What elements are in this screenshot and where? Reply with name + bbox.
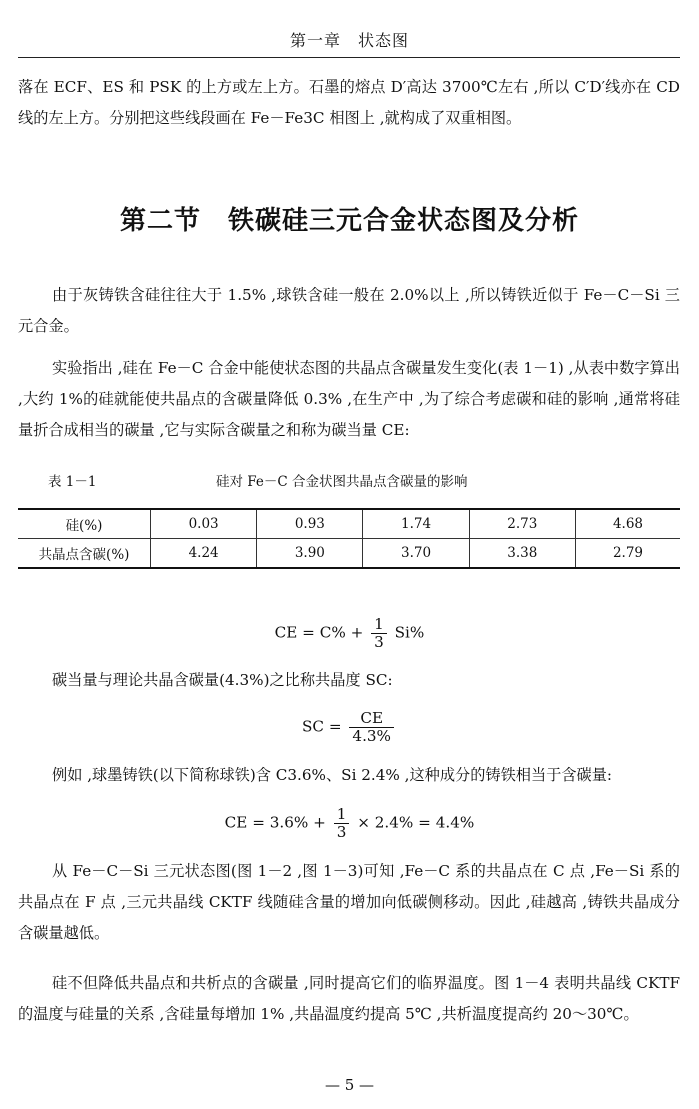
paragraph-experiment: 实验指出 ,硅在 Fe－C 合金中能使状态图的共晶点含碳量发生变化(表 1－1) ,从表中数字算出 ,大约 1%的硅就能使共晶点的含碳量降低 0.3% ,在生产中 ,为了综合考虑碳和硅的影响 ,通常将硅量折合成相当的碳量 ,它与实际含碳量之和称为碳当量 CE: [18,359,680,439]
formula-example [0,806,699,841]
table-cell: 1.74 [363,509,469,539]
table-cell: 3.90 [257,539,363,569]
row-header: 硅(%) [18,509,151,539]
paragraph-ternary-diagram: 从 Fe－C－Si 三元状态图(图 1－2 ,图 1－3)可知 ,Fe－C 系的共晶点在 C 点 ,Fe－Si 系的共晶点在 F 点 ,三元共晶线 CKTF 线随硅含量的增加向低碳侧移动。因此 ,硅越高 ,铸铁共晶成分含碳量越低。 [18,862,680,942]
table-cell: 4.24 [151,539,257,569]
paragraph-eutectic-degree: 碳当量与理论共晶含碳量(4.3%)之比称共晶度 SC: [52,671,393,689]
silicon-eutectic-table [18,508,680,569]
formula-eutectic-degree [0,710,699,745]
fraction-denominator: 4.3% [352,727,391,745]
paragraph-critical-temperature: 硅不但降低共晶点和共析点的含碳量 ,同时提高它们的临界温度。图 1－4 表明共晶线 CKTF 的温度与硅量的关系 ,含硅量每增加 1% ,共晶温度约提高 5℃ ,共析温度提高约 20～30℃。 [18,974,680,1023]
row-header: 共晶点含碳(%) [18,539,151,569]
fraction-numerator: 1 [334,806,350,824]
table-cell: 0.03 [151,509,257,539]
table-row [18,509,680,539]
section-title: 第二节 铁碳硅三元合金状态图及分析 [119,206,579,236]
formula-lhs: SC = [302,717,342,736]
fraction-numerator: CE [349,710,394,728]
fraction [371,616,387,651]
table-cell: 2.79 [575,539,680,569]
fraction-denominator: 3 [336,823,347,841]
formula-lhs: CE = 3.6% + [224,813,326,832]
fraction-numerator: 1 [371,616,387,634]
table-title: 硅对 Fe－C 合金状图共晶点含碳量的影响 [216,474,468,490]
table-cell: 4.68 [575,509,680,539]
paragraph-intro: 由于灰铸铁含硅往往大于 1.5% ,球铁含硅一般在 2.0%以上 ,所以铸铁近似于 Fe－C－Si 三元合金。 [18,286,680,335]
fraction-denominator: 3 [374,633,384,651]
formula-lhs: CE = C% + [274,623,364,642]
table-cell: 2.73 [469,509,575,539]
page-number: — 5 — [324,1076,375,1094]
table-cell: 3.38 [469,539,575,569]
table-cell: 3.70 [363,539,469,569]
header-rule [18,57,680,58]
running-head: 第一章 状态图 [289,31,409,50]
paragraph-example: 例如 ,球墨铸铁(以下简称球铁)含 C3.6%、Si 2.4% ,这种成分的铸铁相当于含碳量: [52,766,613,784]
formula-carbon-equivalent [0,616,699,651]
fraction [349,710,394,745]
table-cell: 0.93 [257,509,363,539]
table-row [18,539,680,569]
table-caption [18,470,680,492]
formula-rhs: × 2.4% = 4.4% [357,813,475,832]
table-number: 表 1－1 [48,474,97,490]
fraction [334,806,350,841]
formula-rhs: Si% [394,623,425,642]
paragraph-continued: 落在 ECF、ES 和 PSK 的上方或左上方。石墨的熔点 D′高达 3700℃左右 ,所以 C′D′线亦在 CD 线的左上方。分别把这些线段画在 Fe－Fe3C 相图上 ,就构成了双重相图。 [18,78,680,127]
